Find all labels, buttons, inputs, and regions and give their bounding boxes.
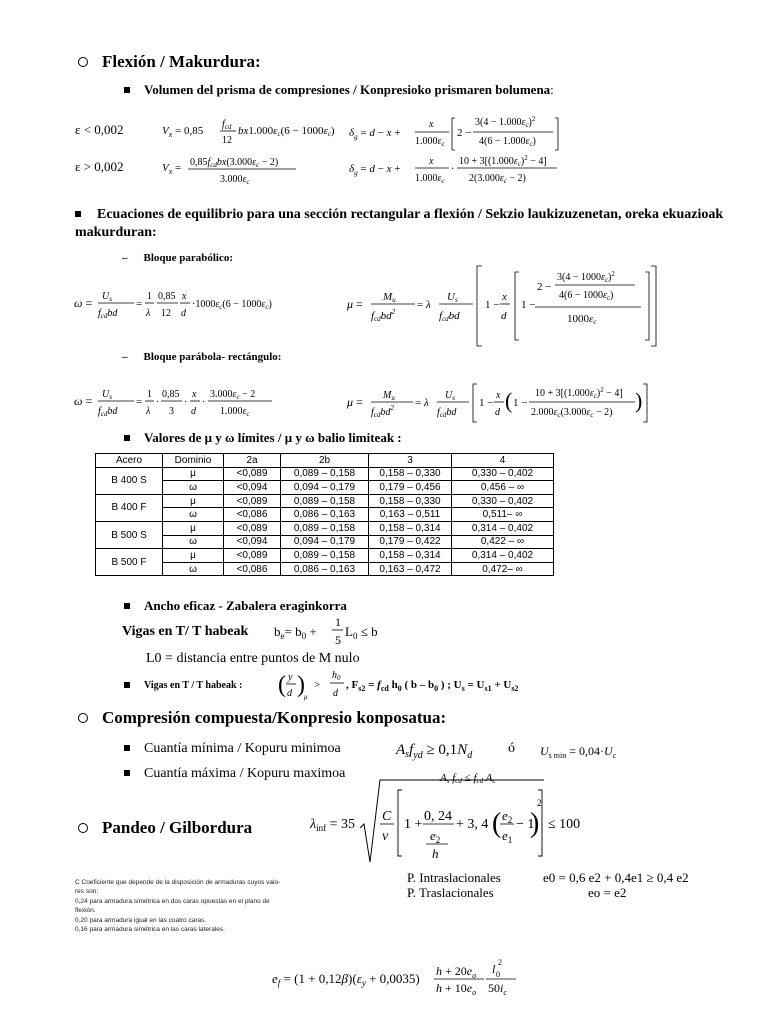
svg-text:(: ( — [278, 672, 286, 698]
svg-text:x: x — [502, 291, 507, 303]
svg-text:0,85fcdbx(3.000εc − 2): $0,85f_{cd}bx(3.000\varepsilon_c - 2)$ — [190, 157, 279, 169]
svg-text:h + 20eo: $h + 20e_o$ — [436, 964, 477, 980]
svg-text:3(4 − 1000εc)2: $3(4 - 1000\varepsilon_c)^2$ — [557, 270, 615, 284]
svg-text:e1: $e_1$ — [502, 828, 513, 845]
header-dominio: Dominio — [163, 454, 224, 468]
svg-text:10 + 3[(1.000εc)2 − 4]: $10 + 3[(1.000\varepsilon_c)^2 - 4]$ — [459, 154, 547, 168]
svg-text:2: 2 — [537, 798, 542, 808]
or-text: ó — [508, 741, 515, 756]
svg-text:1: 1 — [147, 291, 152, 302]
asmin-formula — [394, 736, 504, 764]
square-bullet-icon — [124, 745, 130, 751]
svg-text:− 1: − 1 — [516, 817, 535, 832]
note-line: flexión. — [75, 907, 96, 915]
note-line: 0,24 para armadura simétrica en dos caras opuestas en el plano de — [75, 897, 270, 905]
pandeo-heading — [78, 818, 252, 838]
acero-cell: B 400 S — [96, 467, 163, 494]
table-cell: 0,456 – ∞ — [452, 481, 554, 495]
omega-parabolic-formula — [72, 285, 312, 325]
svg-text:Vx =: $V_x$ = — [162, 162, 182, 176]
svg-text:=: = — [136, 298, 143, 310]
table-cell: μ — [163, 467, 224, 481]
svg-text:μ: μ — [304, 693, 308, 701]
volumen-colon: : — [550, 82, 554, 97]
table-row — [96, 562, 554, 576]
acero-cell: B 400 F — [96, 494, 163, 521]
svg-text:2: 2 — [498, 958, 502, 967]
e0-intraslacional: e0 = 0,6 e2 + 0,4e1 ≥ 0,4 e2 — [543, 870, 689, 885]
mu-parabola-rect-formula — [345, 380, 665, 426]
condition-eps-gt: ε > 0,002 — [75, 159, 124, 174]
svg-text:12: 12 — [222, 135, 232, 146]
svg-text:2 −: 2 − — [537, 281, 552, 293]
svg-text:≤ 100: ≤ 100 — [548, 817, 581, 832]
valores-title: Valores de μ y ω límites / μ y ω balio limiteak : — [144, 430, 402, 445]
be-formula — [272, 612, 392, 652]
svg-text:fcdbd: $f_{cd}bd$ — [98, 406, 118, 418]
svg-text:1.000εc: $1.000\varepsilon_c$ — [220, 406, 250, 418]
svg-text:fcd: $f_{cd}$ — [222, 119, 232, 131]
table-cell: <0,089 — [224, 494, 281, 508]
svg-text:d: d — [501, 310, 507, 322]
svg-text:4(6 − 1.000εc): $4(6 - 1.000\varepsilon_c)$ — [479, 136, 536, 148]
flexion-heading — [78, 52, 261, 72]
table-cell: 0,163 – 0,511 — [369, 508, 452, 522]
svg-text:ef = (1 + 0,12β)(εy + 0,0035): $e_f = (1 + 0,12\beta)(\varepsilon_y + 0,0035)$ — [272, 971, 420, 988]
svg-text:μ =: μ = — [347, 297, 363, 311]
svg-text:1.000εc: $1.000\varepsilon_c$ — [415, 136, 445, 148]
table-cell: μ — [163, 494, 224, 508]
dash-bullet-icon: – — [122, 252, 128, 264]
svg-text:4(6 − 1000εc): $4(6 - 1000\varepsilon_c)$ — [559, 290, 614, 302]
svg-text:δg = d − x +: $\delta_g = d - x$ + — [349, 163, 401, 177]
usmin-formula — [538, 740, 638, 762]
svg-text:+ 3, 4: + 3, 4 — [456, 817, 489, 832]
svg-text:e2: $e_2$ — [502, 808, 513, 825]
bloque-parabolico-heading — [122, 252, 233, 264]
omega-parabola-rect-formula — [72, 383, 292, 423]
svg-text:1: 1 — [147, 389, 152, 400]
table-cell: <0,094 — [224, 481, 281, 495]
table-cell: 0,179 – 0,456 — [369, 481, 452, 495]
table-cell: ω — [163, 535, 224, 549]
table-row — [96, 467, 554, 481]
table-cell: 0,089 – 0,158 — [281, 521, 369, 535]
equilibrium-title: Ecuaciones de equilibrio para una sección rectangular a flexión / Sekzio laukizuzenetan, oreka ekuazioak makurduran: — [75, 207, 724, 240]
p-traslacionales: P. Traslacionales — [407, 885, 494, 900]
svg-text:0: 0 — [496, 970, 500, 979]
lambda-inf-formula — [308, 776, 588, 866]
table-cell: 0,158 – 0,330 — [369, 467, 452, 481]
svg-text:d: d — [181, 308, 186, 319]
svg-text:Asfyd ≥ 0,1Nd: $A_sf_{yd} \ge 0,1N_d$ — [396, 742, 473, 761]
header-3: 3 — [369, 454, 452, 468]
svg-text:=: = — [136, 396, 143, 408]
table-cell: 0,422 – ∞ — [452, 535, 554, 549]
svg-text:λ: λ — [146, 308, 151, 319]
volumen-heading — [124, 82, 554, 98]
svg-text:, Fs2 = fcd h0 ( b – b0 ) ; Us: , $F_{s2} = f_{cd}$ $h_0$ ( b – $b_0$ ) ; $U_s = U_{s1} + U_{s2}$ — [346, 679, 519, 693]
volumen-title: Volumen del prisma de compresiones / Konpresioko prismaren bolumena — [144, 82, 551, 97]
svg-text:x: x — [429, 156, 434, 167]
svg-text:μ =: μ = — [347, 395, 363, 409]
table-cell: 0,158 – 0,314 — [369, 521, 452, 535]
table-cell: ω — [163, 508, 224, 522]
note-line: C Coeficiente que depende de la disposición de armaduras cuyos valo- — [75, 879, 281, 886]
table-cell: 0,179 – 0,422 — [369, 535, 452, 549]
bloque-parabola-rect-heading — [122, 351, 281, 363]
table-cell: 0,089 – 0,158 — [281, 467, 369, 481]
svg-text:λ: λ — [146, 406, 151, 417]
bloque-parabolico-label: Bloque parabólico: — [143, 252, 234, 264]
e0-traslacional: eo = e2 — [588, 885, 627, 900]
acero-cell: B 500 S — [96, 521, 163, 548]
table-row — [96, 535, 554, 549]
table-cell: ω — [163, 481, 224, 495]
svg-text:0,85: 0,85 — [158, 291, 176, 302]
svg-text:1 −: 1 − — [513, 397, 528, 409]
table-cell: 0,094 – 0,179 — [281, 481, 369, 495]
svg-text:2.000εc(3.000εc − 2): $2.000\varepsilon_c(3.000\varepsilon_c - 2)$ — [531, 407, 613, 419]
square-bullet-icon — [124, 603, 130, 609]
dash-bullet-icon: – — [122, 351, 128, 363]
svg-text:d: d — [333, 688, 338, 699]
square-bullet-icon — [75, 211, 81, 217]
flexion-title: Flexión / Makurdura: — [102, 52, 261, 71]
svg-text:y: y — [288, 672, 293, 683]
table-cell: 0,086 – 0,163 — [281, 562, 369, 576]
svg-text:ω =: ω = — [74, 296, 93, 310]
table-cell: <0,089 — [224, 549, 281, 563]
svg-text:L0 ≤ b: $L_0 \le b$ — [345, 624, 378, 641]
svg-text:Vx = 0,85: $V_x = 0,85$ — [162, 125, 204, 139]
svg-text:1 −: 1 − — [479, 397, 494, 409]
svg-text:2 −: 2 − — [457, 127, 472, 139]
mu-parabolic-formula — [345, 262, 665, 350]
square-bullet-icon — [124, 435, 130, 441]
svg-text:1 +: 1 + — [404, 817, 423, 832]
svg-text:λinf = 35: $\lambda_{inf} = 35$ — [310, 817, 355, 833]
svg-text:d: d — [495, 407, 500, 418]
svg-text:>: > — [314, 679, 321, 691]
svg-text:be= b0 +: $b_e= b_0$ + — [274, 624, 317, 641]
circle-bullet-icon — [78, 823, 88, 833]
svg-text:1 −: 1 − — [485, 299, 500, 311]
svg-text:·: · — [156, 397, 160, 408]
table-cell: <0,086 — [224, 508, 281, 522]
svg-text:h0: $h_0$ — [332, 670, 341, 682]
svg-text:x: x — [429, 119, 434, 130]
svg-text:δg = d − x +: $\delta_g = d - x$ + — [349, 127, 401, 141]
svg-text:x: x — [192, 389, 197, 400]
table-cell: μ — [163, 521, 224, 535]
table-cell: μ — [163, 549, 224, 563]
svg-text:·: · — [202, 397, 206, 408]
svg-text:): ) — [530, 808, 540, 839]
svg-text:C: C — [382, 809, 392, 824]
svg-text:ω =: ω = — [74, 394, 93, 408]
svg-text:= λ: = λ — [417, 299, 431, 311]
svg-text:0, 24: 0, 24 — [424, 809, 452, 824]
table-row — [96, 481, 554, 495]
svg-text:·1000εc(6 − 1000εc): $\cdot 1000\varepsilon_c(6 - 1000\varepsilon_c)$ — [192, 299, 272, 311]
square-bullet-icon — [124, 770, 130, 776]
svg-text:3: 3 — [169, 406, 174, 417]
header-acero: Acero — [96, 454, 163, 468]
svg-text:1000εc: 1000εc — [567, 313, 597, 326]
table-header-row — [96, 454, 554, 468]
table-cell: 0,089 – 0,158 — [281, 549, 369, 563]
header-2a: 2a — [224, 454, 281, 468]
svg-text:fcdbd: fcdbd — [439, 310, 460, 323]
svg-text:= λ: = λ — [415, 397, 429, 409]
svg-text:As fcd ≤ fcd Ac: As fcd ≤ fcd Ac — [440, 772, 496, 785]
svg-text:h + 10eo: $h + 10e_o$ — [436, 981, 477, 997]
bloque-parabola-rect-label: Bloque parábola- rectángulo: — [143, 351, 282, 363]
header-2b: 2b — [281, 454, 369, 468]
svg-text:ν: ν — [382, 829, 389, 844]
valores-heading — [124, 430, 402, 446]
delta-g-formula-1 — [347, 112, 567, 154]
ancho-eficaz-title: Ancho eficaz - Zabalera eraginkorra — [144, 598, 347, 613]
note-line: 0,16 para armadura simétrica en las caras laterales. — [75, 926, 225, 934]
pandeo-title: Pandeo / Gilbordura — [102, 818, 253, 837]
table-cell: 0,314 – 0,402 — [452, 521, 554, 535]
svg-text:d: d — [191, 406, 196, 417]
note-line: 0,20 para armadura igual en las cuatro caras. — [75, 916, 207, 924]
square-bullet-icon — [124, 87, 130, 93]
table-cell: ω — [163, 562, 224, 576]
svg-text:·: · — [184, 397, 188, 408]
svg-text:d: d — [287, 688, 292, 699]
svg-text:(: ( — [492, 808, 502, 839]
table-cell: 0,089 – 0,158 — [281, 494, 369, 508]
svg-text:10 + 3[(1.000εc)2 − 4]: $10 + 3[(1.000\varepsilon_c)^2 - 4]$ — [535, 386, 623, 400]
note-line: res son: — [75, 888, 99, 896]
table-cell: 0,472– ∞ — [452, 562, 554, 576]
header-4: 4 — [452, 454, 554, 468]
svg-text:): ) — [635, 388, 643, 413]
cuantia-min-item — [124, 741, 341, 757]
coefficient-note — [75, 878, 350, 950]
acero-cell: B 500 F — [96, 549, 163, 576]
svg-text:3.000εc: $3.000\varepsilon_c$ — [220, 174, 250, 186]
vx-formula-1 — [160, 112, 350, 154]
table-cell: 0,158 – 0,314 — [369, 549, 452, 563]
delta-g-formula-2 — [347, 152, 567, 190]
svg-text:3(4 − 1.000εc)2: $3(4 - 1.000\varepsilon_c)^2$ — [475, 115, 536, 129]
cuantia-min-label: Cuantía mínima / Kopuru minimoa — [144, 741, 341, 756]
svg-text:fcdbd2: $f_{cd}bd^2$ — [371, 404, 394, 419]
svg-text:50ic: $50i_c$ — [488, 981, 507, 997]
svg-text:1: 1 — [335, 615, 341, 629]
table-cell: 0,086 – 0,163 — [281, 508, 369, 522]
table-cell: 0,330 – 0,402 — [452, 467, 554, 481]
svg-text:e2: $e_2$ — [430, 828, 441, 845]
l0-definition: L0 = distancia entre puntos de M nulo — [146, 651, 360, 666]
svg-text:0,85: 0,85 — [162, 389, 180, 400]
svg-text:Us: Us — [447, 291, 458, 304]
svg-text:Mu: Mu — [383, 291, 396, 304]
svg-text:12: 12 — [161, 308, 171, 319]
equilibrium-heading — [75, 206, 725, 242]
vigas-t-condition — [278, 666, 568, 708]
table-cell: 0,511– ∞ — [452, 508, 554, 522]
svg-text:Mu: $M_u$ — [383, 390, 395, 402]
table-cell: <0,089 — [224, 521, 281, 535]
table-row — [96, 521, 554, 535]
table-cell: 0,158 – 0,330 — [369, 494, 452, 508]
svg-text:Us min = 0,04·Uc: $U_{s min} = 0,04\cdot U_c$ — [540, 744, 617, 760]
svg-text:1 −: 1 − — [521, 299, 536, 311]
svg-text:): ) — [297, 672, 305, 698]
svg-text:h: h — [432, 846, 439, 861]
vigas-t-label: Vigas en T/ T habeak — [122, 624, 249, 639]
vigas-t-small-heading — [124, 680, 242, 691]
table-row — [96, 508, 554, 522]
vigas-t-small-label: Vigas en T / T habeak : — [144, 680, 243, 691]
svg-text:Us: $U_s$ — [102, 389, 112, 401]
svg-text:2(3.000εc − 2): $2(3.000\varepsilon_c - 2)$ — [469, 173, 526, 185]
svg-text:Us: $U_s$ — [445, 390, 455, 402]
ef-formula — [270, 955, 530, 999]
svg-text:(: ( — [505, 388, 513, 413]
svg-text:fcdbd: $f_{cd}bd$ — [437, 407, 457, 419]
svg-text:fcdbd2: fcdbd$^2$ — [371, 308, 396, 323]
p-intraslacionales: P. Intraslacionales — [407, 870, 501, 885]
svg-text:x: x — [182, 291, 187, 302]
svg-text:3.000εc − 2: $3.000\varepsilon_c - 2$ — [210, 389, 256, 401]
svg-text:bx1.000εc(6 − 1000εc): bx1.000εc(6 − 1000εc) — [238, 125, 335, 138]
cuantia-max-label: Cuantía máxima / Kopuru maximoa — [144, 766, 346, 781]
table-cell: 0,314 – 0,402 — [452, 549, 554, 563]
square-bullet-icon — [124, 682, 130, 688]
table-cell: <0,089 — [224, 467, 281, 481]
table-row — [96, 494, 554, 508]
svg-text:·: · — [451, 164, 455, 175]
table-cell: <0,086 — [224, 562, 281, 576]
svg-text:5: 5 — [335, 633, 341, 647]
compresion-title: Compresión compuesta/Konpresio konposatua: — [102, 708, 447, 727]
table-cell: 0,163 – 0,472 — [369, 562, 452, 576]
circle-bullet-icon — [78, 713, 88, 723]
table-cell: 0,094 – 0,179 — [281, 535, 369, 549]
condition-eps-lt: ε < 0,002 — [75, 122, 124, 137]
svg-text:Us: $U_s$ — [102, 291, 112, 303]
circle-bullet-icon — [78, 57, 88, 67]
svg-text:1.000εc: $1.000\varepsilon_c$ — [415, 173, 445, 185]
vx-formula-2 — [160, 153, 340, 189]
svg-text:x: x — [496, 390, 501, 401]
table-cell: 0,330 – 0,402 — [452, 494, 554, 508]
svg-text:l: l — [492, 962, 496, 976]
compresion-heading — [78, 708, 446, 728]
table-row — [96, 549, 554, 563]
table-cell: <0,094 — [224, 535, 281, 549]
svg-text:fcdbd: $f_{cd}bd$ — [98, 308, 118, 320]
limits-table — [95, 453, 554, 576]
